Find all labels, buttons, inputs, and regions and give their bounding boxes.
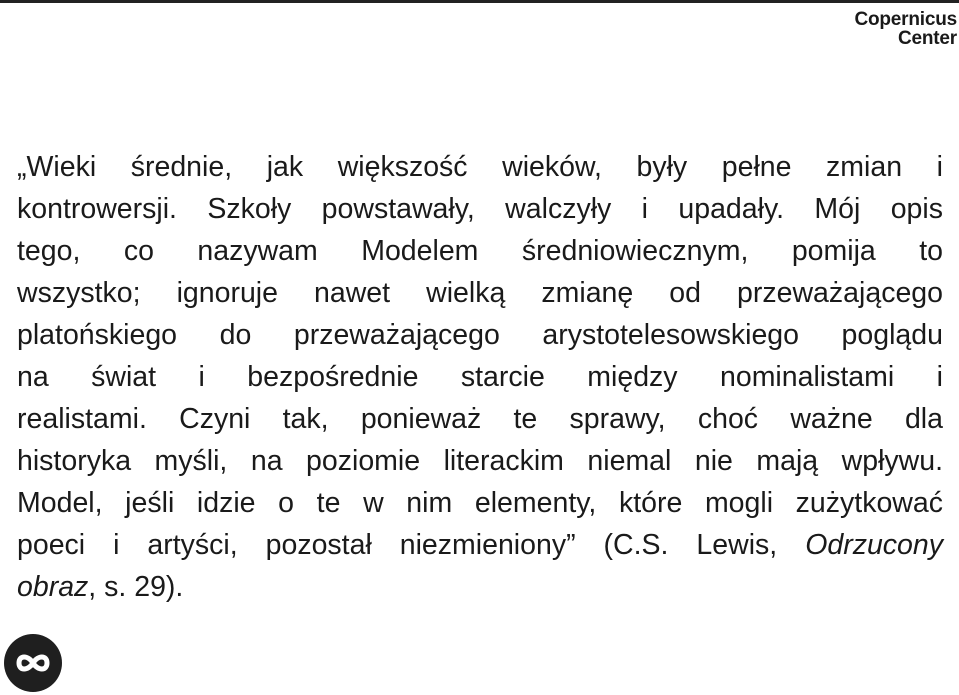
brand-logo-text (854, 10, 957, 48)
quote-line-10-text: poeci i artyści, pozostał niezmieniony” (C.S. Lewis, (17, 529, 806, 561)
quote-line-6: na świat i bezpośrednie starcie między nominalistami i (17, 361, 943, 393)
logo-badge (4, 634, 62, 692)
quote-block (17, 146, 943, 608)
quote-line-3: tego, co nazywam Modelem średniowiecznym, pomija to (17, 235, 943, 267)
top-rule (0, 0, 959, 3)
infinity-icon (4, 634, 62, 692)
quote-line-10 (17, 524, 943, 566)
quote-line-11 (17, 566, 943, 608)
book-title-part-1: Odrzucony (805, 529, 943, 561)
brand-line-2: Center (898, 28, 957, 49)
citation-page: , s. 29). (88, 571, 184, 603)
quote-line-2: kontrowersji. Szkoły powstawały, walczyły i upadały. Mój opis (17, 193, 943, 225)
quote-line-1: „Wieki średnie, jak większość wieków, były pełne zmian i (17, 151, 943, 183)
quote-line-7: realistami. Czyni tak, ponieważ te sprawy, choć ważne dla (17, 403, 943, 435)
quote-line-5: platońskiego do przeważającego arystotelesowskiego poglądu (17, 319, 943, 351)
brand-line-1: Copernicus (854, 9, 957, 30)
quote-line-8: historyka myśli, na poziomie literackim niemal nie mają wpływu. (17, 445, 943, 477)
quote-line-4: wszystko; ignoruje nawet wielką zmianę od przeważającego (17, 277, 943, 309)
book-title-part-2: obraz (17, 571, 89, 603)
quote-line-9: Model, jeśli idzie o te w nim elementy, które mogli zużytkować (17, 487, 943, 519)
